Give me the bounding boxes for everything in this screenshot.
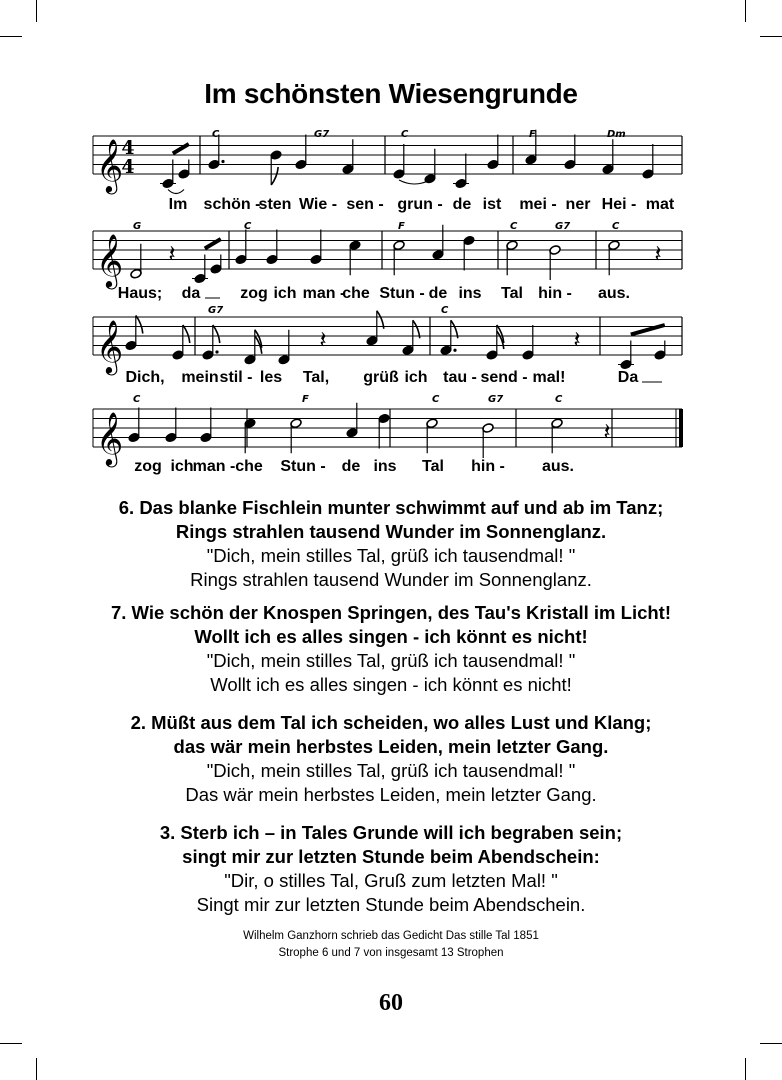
verse-3: [0, 821, 782, 917]
note: [366, 311, 384, 346]
note: [608, 240, 620, 275]
crop-mark: [0, 1043, 22, 1044]
lyric-syllable: man -: [302, 285, 346, 302]
lyric-syllable: zog: [134, 458, 162, 475]
quarter-rest: 𝄽: [603, 417, 611, 446]
treble-clef-icon: 𝄞: [96, 233, 124, 287]
credits-line: Wilhelm Ganzhorn schrieb das Gedicht Das stille Tal 1851: [243, 930, 539, 942]
quarter-rest: 𝄽: [573, 325, 581, 354]
lyric-syllable: Tal,: [302, 369, 330, 386]
verse-line: Wollt ich es alles singen - ich könnt es nicht!: [210, 674, 572, 695]
note: [165, 408, 177, 443]
lyric-syllable: Wie -: [298, 196, 338, 213]
lyric-syllable: tau -: [443, 369, 477, 386]
lyric-syllable: da: [181, 285, 201, 302]
lyric-syllable: Stun -: [280, 458, 326, 475]
lyric-syllable: ner: [565, 196, 591, 213]
note: [130, 244, 142, 279]
page-number: 60: [379, 990, 403, 1016]
note: [432, 225, 444, 260]
lyric-syllable: ich: [273, 285, 297, 302]
chord-symbol: C: [133, 394, 141, 405]
treble-clef-icon: 𝄞: [96, 138, 124, 192]
lyric-syllable: Dich,: [125, 369, 165, 386]
note: [128, 408, 140, 443]
note: [178, 160, 190, 180]
note: [342, 139, 354, 174]
note: [506, 240, 518, 275]
quarter-rest: 𝄽: [654, 239, 662, 268]
lyric-syllable: mei -: [519, 196, 557, 213]
note-flag: [497, 325, 504, 343]
note: [244, 330, 262, 365]
lyric-syllable: zog: [240, 285, 268, 302]
lyric-syllable: de: [452, 196, 472, 213]
note: [295, 135, 307, 170]
lyric-syllable: schön -: [203, 196, 261, 213]
chord-symbol: G7: [314, 129, 330, 140]
note: [402, 320, 420, 355]
chord-symbol: F: [529, 129, 536, 140]
lyric-syllable: mein: [181, 369, 219, 386]
note: [654, 341, 666, 361]
verse-line: 2. Müßt aus dem Tal ich scheiden, wo alles Lust und Klang;: [130, 712, 652, 733]
lyric-syllable: sten: [258, 196, 292, 213]
note: [440, 320, 458, 355]
lyric-syllable: de: [341, 458, 361, 475]
chord-symbol: C: [612, 221, 620, 232]
lyric-syllable: ich: [404, 369, 428, 386]
verse-line: Das wär mein herbstes Leiden, mein letzter Gang.: [185, 784, 597, 805]
lyric-syllable: grun -: [397, 196, 443, 213]
note: [487, 135, 499, 170]
verse-line: 3. Sterb ich – in Tales Grunde will ich begraben sein;: [159, 822, 623, 843]
note: [244, 418, 256, 453]
chord-symbol: F: [398, 221, 405, 232]
note: [210, 255, 222, 275]
time-signature: 4: [121, 156, 135, 178]
verse-line: Wollt ich es alles singen - ich könnt es nicht!: [194, 626, 588, 647]
chord-symbol: G7: [555, 221, 571, 232]
verse-line: Singt mir zur letzten Stunde beim Abendschein.: [196, 894, 586, 915]
note-dot: [221, 160, 224, 163]
note: [482, 423, 494, 458]
note: [278, 330, 290, 365]
lyric-syllable: Tal: [501, 285, 523, 302]
lyric-syllable: sen -: [346, 196, 384, 213]
note: [270, 150, 282, 185]
note: [549, 245, 561, 280]
lyric-syllable: hin -: [538, 285, 572, 302]
crop-mark: [745, 1058, 746, 1080]
music-score: [0, 0, 782, 490]
lyric-syllable: mat: [645, 196, 675, 213]
note: [310, 230, 322, 265]
note: [564, 135, 576, 170]
note-flag: [213, 325, 220, 343]
lyric-syllable: Haus;: [117, 285, 163, 302]
credits: [0, 928, 782, 962]
verse-line: "Dich, mein stilles Tal, grüß ich tausendmal! ": [206, 650, 576, 671]
chord-symbol: C: [212, 129, 220, 140]
note: [551, 418, 563, 453]
note-flag: [271, 167, 278, 185]
credits-line: Strophe 6 und 7 von insgesamt 13 Strophen: [278, 947, 504, 959]
note: [602, 139, 614, 174]
note: [453, 154, 469, 189]
lyric-syllable: Stun -: [379, 285, 425, 302]
lyric-syllable: send -: [480, 369, 528, 386]
note: [266, 230, 278, 265]
crop-mark: [36, 1058, 37, 1080]
lyric-syllable: ins: [373, 458, 397, 475]
staff: [93, 317, 682, 375]
lyric-syllable: Im: [168, 196, 188, 213]
chord-symbol: C: [432, 394, 440, 405]
lyric-syllable: ist: [482, 196, 502, 213]
lyric-syllable: che: [235, 458, 263, 475]
chord-symbol: C: [244, 221, 252, 232]
note-flag: [183, 325, 190, 343]
lyric-syllable: man -: [192, 458, 236, 475]
lyric-syllable: Tal: [422, 458, 444, 475]
quarter-rest: 𝄽: [168, 239, 176, 268]
treble-clef-icon: 𝄞: [96, 411, 124, 465]
note: [424, 149, 436, 184]
note: [393, 144, 405, 179]
note-dot: [215, 350, 218, 353]
lyric-syllable: de: [428, 285, 448, 302]
note-dot: [453, 349, 456, 352]
note: [463, 235, 475, 270]
lyric-syllable: Da: [617, 369, 639, 386]
chord-symbol: C: [401, 129, 409, 140]
note: [393, 240, 405, 275]
lyric-syllable: ich: [170, 458, 194, 475]
treble-clef-icon: 𝄞: [96, 319, 124, 373]
verse-2: [0, 711, 782, 807]
note: [642, 144, 654, 179]
final-barline: [679, 409, 683, 447]
chord-symbol: G7: [488, 394, 504, 405]
verse-7: [0, 601, 782, 697]
note: [200, 408, 212, 443]
lyric-syllable: che: [342, 285, 370, 302]
staff: [93, 231, 682, 289]
staff: [93, 136, 682, 194]
lyric-syllable: grüß: [363, 369, 399, 386]
note: [235, 230, 247, 265]
note: [346, 403, 358, 438]
song-title: Im schönsten Wiesengrunde: [204, 78, 578, 109]
chord-symbol: Dm: [607, 129, 626, 140]
lyric-syllable: mal!: [532, 369, 566, 386]
verse-line: "Dir, o stilles Tal, Gruß zum letzten Mal! ": [224, 870, 558, 891]
slur: [168, 190, 184, 194]
lyric-syllable: aus.: [597, 285, 631, 302]
chord-symbol: C: [555, 394, 563, 405]
chord-symbol: C: [510, 221, 518, 232]
note-flag: [136, 316, 143, 334]
note: [522, 325, 534, 360]
note: [426, 418, 438, 453]
lyric-syllable: aus.: [541, 458, 575, 475]
verse-line: singt mir zur letzten Stunde beim Abendschein:: [182, 846, 600, 867]
chord-symbol: G: [133, 221, 142, 232]
chord-symbol: C: [441, 305, 449, 316]
lyric-syllable: ins: [458, 285, 482, 302]
verse-line: "Dich, mein stilles Tal, grüß ich tausendmal! ": [206, 545, 576, 566]
verse-line: 7. Wie schön der Knospen Springen, des Tau's Kristall im Licht!: [110, 602, 671, 623]
lyric-syllable: les: [259, 369, 283, 386]
lyric-syllable: stil -: [219, 369, 253, 386]
time-signature: 4: [121, 137, 135, 159]
note: [349, 240, 361, 275]
chord-symbol: G7: [208, 305, 224, 316]
note: [378, 413, 390, 448]
chord-symbol: F: [302, 394, 309, 405]
lyric-syllable: Hei -: [601, 196, 637, 213]
quarter-rest: 𝄽: [319, 325, 327, 354]
chord-symbols: [133, 129, 626, 405]
verse-line: Rings strahlen tausend Wunder im Sonnenglanz.: [190, 569, 592, 590]
note: [290, 418, 302, 453]
verse-line: Rings strahlen tausend Wunder im Sonnenglanz.: [175, 521, 607, 542]
verse-line: 6. Das blanke Fischlein munter schwimmt auf und ab im Tanz;: [118, 497, 664, 518]
lyric-syllable: hin -: [471, 458, 505, 475]
verse-line: "Dich, mein stilles Tal, grüß ich tausendmal! ": [206, 760, 576, 781]
crop-mark: [760, 1043, 782, 1044]
verse-6: [0, 496, 782, 592]
verse-line: das wär mein herbstes Leiden, mein letzter Gang.: [173, 736, 609, 757]
